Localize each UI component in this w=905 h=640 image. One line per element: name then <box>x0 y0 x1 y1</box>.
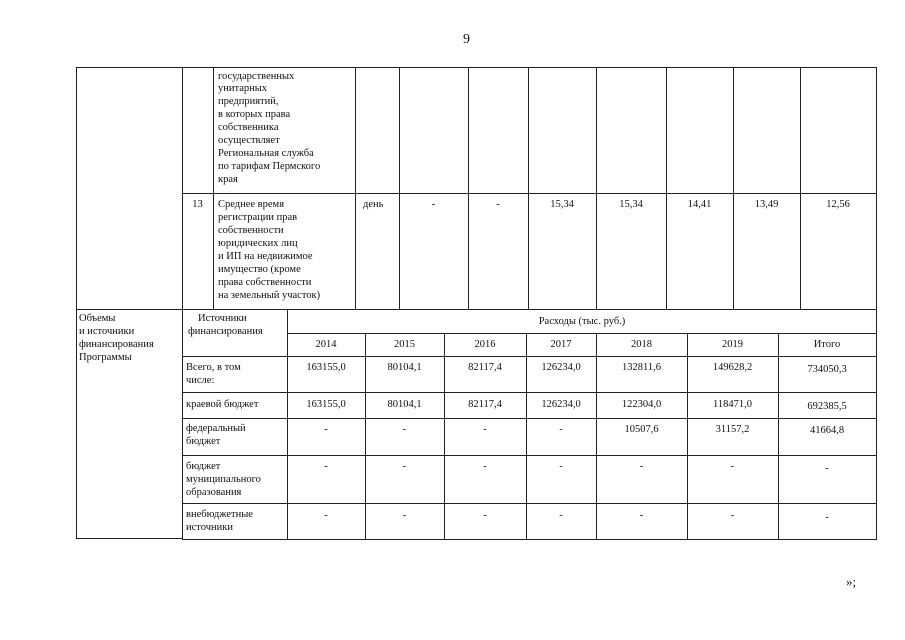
amount-cell: 163155,0 <box>306 362 346 373</box>
source-label: образования <box>186 487 242 498</box>
year-header: 2016 <box>474 339 496 350</box>
indicator-line: собственности <box>218 225 284 236</box>
row-divider <box>182 455 877 456</box>
amount-cell: - <box>324 461 328 472</box>
year-header: 2018 <box>631 339 652 350</box>
funding-bottom-border <box>76 538 182 539</box>
col-line <box>468 67 469 309</box>
amount-cell: - <box>324 510 328 521</box>
continuation-line: государственных <box>218 71 295 82</box>
funding-label-line: и источники <box>79 326 135 337</box>
year-header: 2017 <box>550 339 572 350</box>
amount-cell: 82117,4 <box>468 362 502 373</box>
unit-cell: день <box>363 199 384 210</box>
indicator-line: регистрации прав <box>218 212 298 223</box>
continuation-line: унитарных <box>218 83 268 94</box>
amount-cell: - <box>324 424 328 435</box>
value-cell: 15,34 <box>619 199 643 210</box>
amount-cell: 734050,3 <box>807 364 847 375</box>
indicator-line: Среднее время <box>218 199 285 210</box>
row-divider <box>182 392 877 393</box>
amount-cell: 163155,0 <box>306 399 346 410</box>
amount-cell: 10507,6 <box>624 424 659 435</box>
amount-cell: 118471,0 <box>713 399 752 410</box>
amount-cell: 132811,6 <box>622 362 661 373</box>
page-number: 9 <box>463 32 470 47</box>
amount-cell: - <box>483 424 487 435</box>
amount-cell: 41664,8 <box>809 425 845 436</box>
source-label: внебюджетные <box>186 509 253 520</box>
amount-cell: - <box>559 461 563 472</box>
year-header: 2014 <box>315 339 337 350</box>
indicator-line: имущество (кроме <box>218 264 301 275</box>
source-label: федеральный <box>186 423 246 434</box>
sources-header-line: финансирования <box>188 326 263 337</box>
indicator-line: и ИП на недвижимое <box>218 251 313 262</box>
amount-cell: 31157,2 <box>715 424 750 435</box>
amount-cell: - <box>483 461 487 472</box>
row-divider <box>182 193 877 194</box>
col-line <box>213 67 214 309</box>
upper-table-top-border <box>76 67 877 68</box>
col-line <box>355 67 356 309</box>
year-header: Итого <box>813 339 841 350</box>
value-cell: 12,56 <box>826 199 850 210</box>
source-label: источники <box>186 522 233 533</box>
value-cell: - <box>496 199 500 210</box>
row-divider <box>182 356 877 357</box>
continuation-line: предприятий, <box>218 96 279 107</box>
source-label: бюджет <box>186 461 221 472</box>
continuation-line: по тарифам Пермского <box>218 161 321 172</box>
indicator-line: права собственности <box>218 277 312 288</box>
amount-cell: 122304,0 <box>621 399 662 410</box>
row-divider <box>182 503 877 504</box>
year-header: 2019 <box>722 339 743 350</box>
value-cell: - <box>431 199 436 210</box>
upper-table-left-border <box>76 67 77 539</box>
funding-label-line: Объемы <box>79 313 116 324</box>
col-line <box>596 67 597 309</box>
sources-header-line: Источники <box>198 313 247 324</box>
amount-cell: 126234,0 <box>541 399 581 410</box>
amount-cell: - <box>639 461 644 472</box>
indicator-line: юридических лиц <box>218 238 298 249</box>
col-line <box>733 67 734 309</box>
year-header: 2015 <box>394 339 415 350</box>
amount-cell: 80104,1 <box>387 362 422 373</box>
amount-cell: 82117,4 <box>468 399 502 410</box>
amount-cell: - <box>402 424 407 435</box>
continuation-line: края <box>218 174 238 185</box>
amount-cell: 126234,0 <box>541 362 581 373</box>
expenses-header: Расходы (тыс. руб.) <box>538 316 626 327</box>
amount-cell: - <box>559 424 563 435</box>
amount-cell: - <box>402 461 407 472</box>
col-line <box>399 67 400 309</box>
amount-cell: 80104,1 <box>387 399 422 410</box>
value-cell: 14,41 <box>687 199 712 210</box>
amount-cell: - <box>483 510 487 521</box>
closing-quote-mark: »; <box>846 574 857 589</box>
indicator-line: на земельный участок) <box>218 290 321 301</box>
col-line <box>666 67 667 309</box>
upper-table-right-border <box>876 67 877 309</box>
amount-cell: - <box>639 510 644 521</box>
value-cell: 13,49 <box>754 199 779 210</box>
continuation-line: Региональная служба <box>218 148 314 159</box>
continuation-line: осуществляет <box>218 135 280 146</box>
source-label: числе: <box>186 375 215 386</box>
amount-cell: 149628,2 <box>712 362 753 373</box>
source-label: бюджет <box>186 436 221 447</box>
source-label: краевой бюджет <box>186 399 259 410</box>
amount-cell: - <box>402 510 407 521</box>
continuation-line: собственника <box>218 122 279 133</box>
amount-cell: - <box>825 463 829 474</box>
row-number: 13 <box>192 199 203 210</box>
amount-cell: - <box>559 510 563 521</box>
source-label: муниципального <box>186 474 261 485</box>
amount-cell: - <box>730 461 735 472</box>
amount-cell: - <box>825 512 829 523</box>
col-line <box>800 67 801 309</box>
row-divider <box>182 418 877 419</box>
funding-label-line: финансирования <box>79 339 154 350</box>
source-label: Всего, в том <box>186 362 241 373</box>
amount-cell: - <box>730 510 735 521</box>
col-line <box>182 67 183 309</box>
col-line <box>528 67 529 309</box>
continuation-line: в которых права <box>218 109 291 120</box>
row-divider <box>287 333 877 334</box>
value-cell: 15,34 <box>550 199 574 210</box>
funding-label-line: Программы <box>79 352 132 363</box>
amount-cell: 692385,5 <box>807 401 847 412</box>
